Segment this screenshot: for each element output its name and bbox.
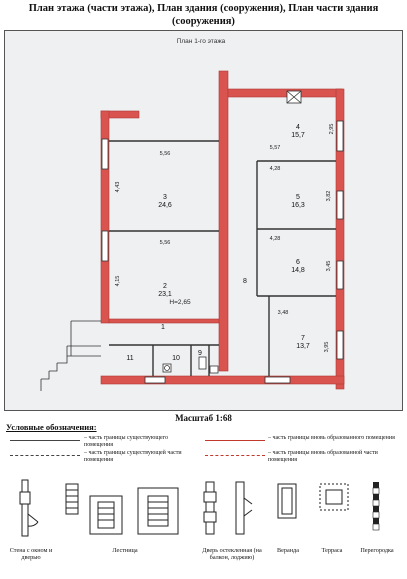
room-10-number: 10 bbox=[172, 355, 180, 362]
dim-4-28-a: 4,28 bbox=[269, 166, 281, 172]
title-line-1: План этажа (части этажа), План здания (сооружения), План части здания bbox=[28, 3, 379, 14]
floor-plan-drawing bbox=[5, 31, 404, 412]
scale-label: Масштаб 1:68 bbox=[175, 413, 232, 423]
dim-4-43: 4,43 bbox=[115, 181, 121, 193]
room-6-number: 6 bbox=[296, 259, 300, 266]
ceiling-height: H=2,65 bbox=[169, 299, 191, 306]
window bbox=[145, 377, 165, 383]
legend-line-new bbox=[205, 440, 265, 441]
room-5-area: 16,3 bbox=[291, 202, 305, 209]
room-9-number: 9 bbox=[198, 350, 202, 357]
symbol-label-wall: Стена с окном и дверью bbox=[9, 547, 53, 561]
symbol-label-glazed-door: Дверь остекленная (на балкон, лоджию) bbox=[202, 547, 262, 561]
dim-5-56-mid: 5,56 bbox=[159, 240, 171, 246]
dim-3-48: 3,48 bbox=[277, 310, 289, 316]
dim-4-28-b: 4,28 bbox=[269, 236, 281, 242]
terrace-icon bbox=[314, 478, 354, 540]
dim-5-57: 5,57 bbox=[269, 145, 281, 151]
dim-3-82: 3,82 bbox=[326, 190, 332, 202]
room-5-number: 5 bbox=[296, 194, 300, 201]
legend-item-3: – часть границы вновь образованного помещения bbox=[268, 435, 395, 441]
dim-4-15: 4,15 bbox=[115, 275, 121, 287]
room-4-area: 15,7 bbox=[291, 132, 305, 139]
window bbox=[102, 231, 108, 261]
legend-line-existing bbox=[10, 440, 80, 441]
window bbox=[102, 139, 108, 169]
wall bbox=[219, 71, 228, 371]
dim-3-95: 3,95 bbox=[324, 341, 330, 353]
legend-item-1: – часть границы существующего помещения bbox=[84, 435, 168, 448]
symbol-label-stairs: Лестница bbox=[112, 547, 138, 554]
room-3-number: 3 bbox=[163, 194, 167, 201]
symbol-label-veranda: Веранда bbox=[277, 547, 299, 554]
dim-5-56-top: 5,56 bbox=[159, 151, 171, 157]
wall-window-door-icon bbox=[16, 478, 46, 540]
wall bbox=[109, 319, 219, 323]
room-11-number: 11 bbox=[126, 355, 134, 362]
window bbox=[265, 377, 290, 383]
room-7-area: 13,7 bbox=[296, 343, 310, 350]
window bbox=[337, 121, 343, 151]
room-6-area: 14,8 bbox=[291, 267, 305, 274]
document-title bbox=[0, 3, 407, 28]
legend-title: Условные обозначения: bbox=[6, 422, 97, 432]
stairs-icon bbox=[62, 478, 182, 540]
wall bbox=[101, 376, 344, 384]
symbol-label-partition: Перегородка bbox=[360, 547, 394, 554]
symbol-label-terrace: Терраса bbox=[321, 547, 343, 554]
toilet-icon bbox=[199, 357, 206, 369]
window bbox=[337, 261, 343, 289]
window bbox=[337, 191, 343, 219]
dim-3-45: 3,45 bbox=[326, 260, 332, 272]
room-2-number: 2 bbox=[163, 283, 167, 290]
entrance-steps bbox=[41, 321, 101, 391]
legend-item-2: – часть границы существующей части помещения bbox=[84, 450, 182, 463]
room-7-number: 7 bbox=[301, 335, 305, 342]
room-8-number: 8 bbox=[243, 278, 247, 285]
title-line-2: (сооружения) bbox=[172, 15, 235, 27]
legend-line-existing-part bbox=[10, 455, 80, 456]
dim-2-95: 2,95 bbox=[329, 123, 335, 135]
floor-plan bbox=[4, 30, 403, 411]
plan-caption: План 1-го этажа bbox=[176, 38, 226, 45]
room-4-number: 4 bbox=[296, 124, 300, 131]
veranda-icon bbox=[272, 478, 302, 540]
sink-icon bbox=[210, 366, 218, 373]
window bbox=[337, 331, 343, 359]
legend-item-4: – часть границы вновь образованной части помещения bbox=[268, 450, 378, 463]
room-3-area: 24,6 bbox=[158, 202, 172, 209]
glazed-door-icon bbox=[200, 478, 260, 540]
room-2-area: 23,1 bbox=[158, 291, 172, 298]
partition-icon bbox=[366, 478, 386, 540]
legend-line-new-part bbox=[205, 455, 265, 456]
wall bbox=[228, 89, 342, 97]
room-1-number: 1 bbox=[161, 324, 165, 331]
